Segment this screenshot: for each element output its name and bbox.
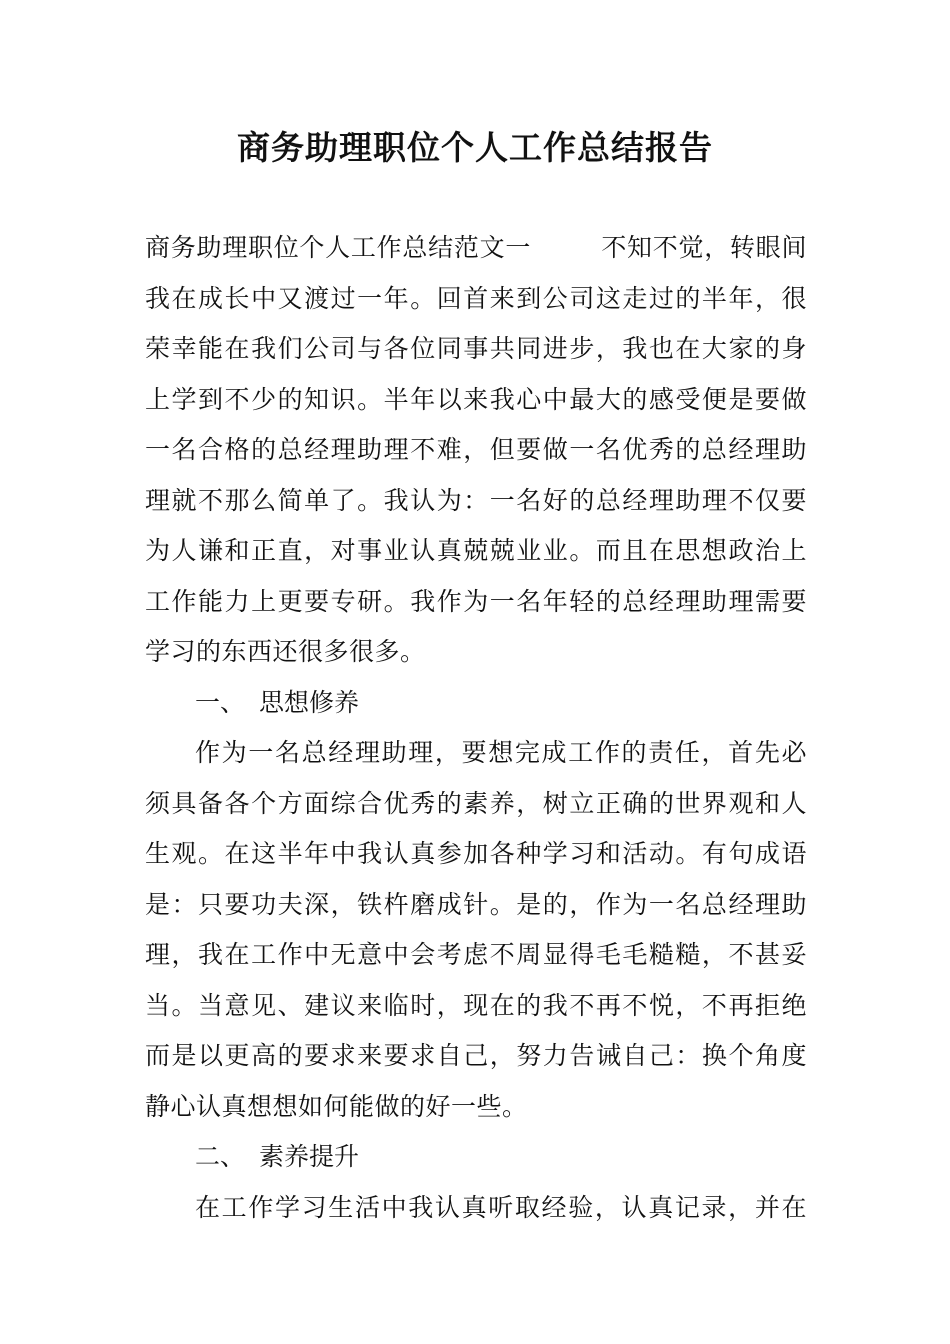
section-number-2: 二、 xyxy=(195,1142,246,1171)
intro-lead: 商务助理职位个人工作总结范文一 xyxy=(145,233,532,262)
section-number-1: 一、 xyxy=(195,687,246,717)
section-heading-1 xyxy=(145,678,807,729)
section1-line: 当。当意见、建议来临时，现在的我不再不悦，不再拒绝 xyxy=(145,990,807,1020)
intro-line: 工作能力上更要专研。我作为一名年轻的总经理助理需要 xyxy=(145,586,807,616)
section1-line: 是：只要功夫深，铁杵磨成针。是的，作为一名总经理助 xyxy=(145,889,807,919)
intro-line: 一名合格的总经理助理不难，但要做一名优秀的总经理助 xyxy=(145,435,807,464)
document-title: 商务助理职位个人工作总结报告 xyxy=(237,128,713,167)
section2-line: 在工作学习生活中我认真听取经验，认真记录，并在 xyxy=(195,1192,807,1222)
section1-line: 作为一名总经理助理，要想完成工作的责任，首先必 xyxy=(195,738,807,767)
document-body xyxy=(145,223,807,1233)
intro-lead-tail: 不知不觉，转眼间 xyxy=(601,233,807,262)
intro-line: 我在成长中又渡过一年。回首来到公司这走过的半年，很 xyxy=(145,283,807,313)
intro-line: 学习的东西还很多很多。 xyxy=(145,637,426,666)
section1-line: 须具备各个方面综合优秀的素养，树立正确的世界观和人 xyxy=(145,788,807,818)
section1-line: 而是以更高的要求来要求自己，努力告诫自己：换个角度 xyxy=(145,1041,807,1070)
section1-line: 生观。在这半年中我认真参加各种学习和活动。有句成语 xyxy=(145,839,807,868)
section1-line: 静心认真想想如何能做的好一些。 xyxy=(145,1091,528,1121)
intro-line: 荣幸能在我们公司与各位同事共同进步，我也在大家的身 xyxy=(145,334,807,363)
intro-line: 理就不那么简单了。我认为：一名好的总经理助理不仅要 xyxy=(145,485,807,515)
section-title-2: 素养提升 xyxy=(259,1142,360,1171)
intro-line: 上学到不少的知识。半年以来我心中最大的感受便是要做 xyxy=(145,384,807,414)
section-title-1: 思想修养 xyxy=(259,687,360,717)
intro-line: 为人谦和正直，对事业认真兢兢业业。而且在思想政治上 xyxy=(145,536,807,565)
intro-line-lead xyxy=(145,223,807,274)
section-heading-2 xyxy=(145,1132,807,1183)
section1-line: 理，我在工作中无意中会考虑不周显得毛毛糙糙，不甚妥 xyxy=(145,940,807,969)
